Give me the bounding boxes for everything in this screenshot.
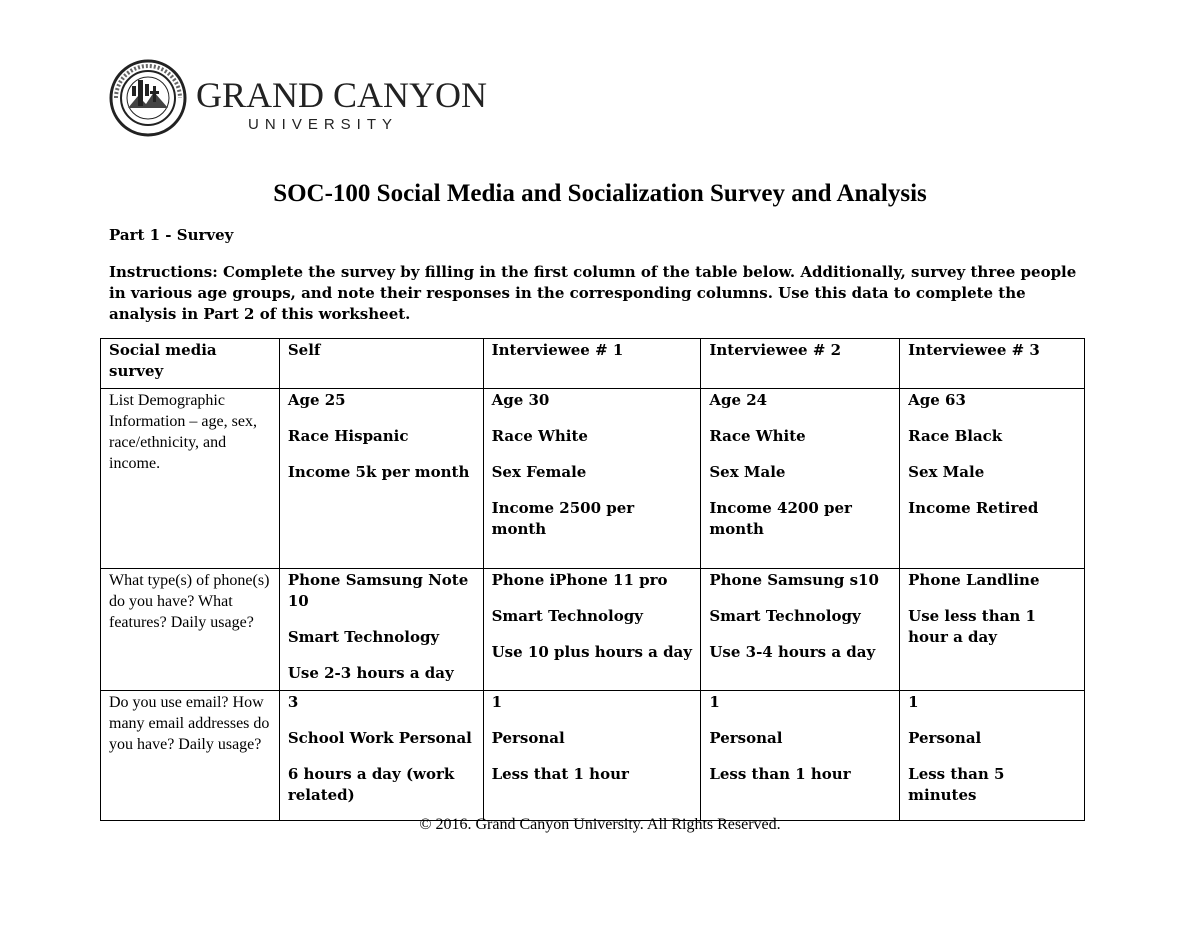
answer-line: 6 hours a day (work related) xyxy=(287,765,455,804)
answer-line: Personal xyxy=(908,729,982,747)
answer-line: Personal xyxy=(491,729,565,747)
answer-line: Use 2-3 hours a day xyxy=(287,664,454,682)
answer-cell xyxy=(701,569,900,691)
answer-line: Sex Female xyxy=(491,463,587,481)
answer-line: 1 xyxy=(709,693,720,711)
answer-cell xyxy=(483,389,701,569)
answer-line: Sex Male xyxy=(908,463,985,481)
header-cell: Self xyxy=(279,339,483,389)
answer-line: 1 xyxy=(491,693,503,711)
answer-line: Race Hispanic xyxy=(287,427,409,445)
answer-line: Race Black xyxy=(908,427,1003,445)
answer-line: Race White xyxy=(491,427,588,445)
answer-line: Phone Samsung Note 10 xyxy=(287,571,469,610)
answer-cell xyxy=(900,389,1085,569)
answer-line: Race White xyxy=(709,427,806,445)
answer-line: Age 30 xyxy=(491,391,550,409)
answer-line: 3 xyxy=(287,693,299,711)
answer-line: Less than 5 minutes xyxy=(908,765,1005,804)
answer-line: School Work Personal xyxy=(287,729,472,747)
table-row xyxy=(101,389,1085,569)
survey-table xyxy=(100,338,1085,821)
header-cell: Interviewee # 1 xyxy=(483,339,701,389)
logo-name-line1: GRAND CANYON xyxy=(196,75,488,115)
question-cell: Do you use email? How many email addresses do you have? Daily usage? xyxy=(101,691,280,821)
answer-cell xyxy=(900,569,1085,691)
answer-line: Phone iPhone 11 pro xyxy=(491,571,668,589)
answer-line: Income Retired xyxy=(908,499,1039,517)
part-heading: Part 1 - Survey xyxy=(109,226,234,244)
table-row xyxy=(101,569,1085,691)
answer-line: Personal xyxy=(709,729,783,747)
answer-cell xyxy=(483,691,701,821)
answer-line: Use less than 1 hour a day xyxy=(908,607,1036,646)
answer-cell xyxy=(279,389,483,569)
answer-line: Smart Technology xyxy=(709,607,861,625)
logo-name-line2: UNIVERSITY xyxy=(248,116,399,133)
answer-line: Phone Samsung s10 xyxy=(709,571,879,589)
answer-cell xyxy=(701,389,900,569)
header-cell: Social media survey xyxy=(101,339,280,389)
answer-line: Phone Landline xyxy=(908,571,1040,589)
answer-line: Use 3-4 hours a day xyxy=(709,643,876,661)
question-cell: List Demographic Information – age, sex, race/ethnicity, and income. xyxy=(101,389,280,569)
copyright-footer: © 2016. Grand Canyon University. All Rights Reserved. xyxy=(419,816,781,833)
question-cell: What type(s) of phone(s) do you have? What features? Daily usage? xyxy=(101,569,280,691)
answer-cell xyxy=(279,569,483,691)
answer-cell xyxy=(900,691,1085,821)
university-seal-icon xyxy=(108,58,188,138)
answer-line: Less that 1 hour xyxy=(491,765,629,783)
table-row xyxy=(101,691,1085,821)
answer-line: Sex Male xyxy=(709,463,786,481)
university-logo xyxy=(108,56,488,140)
answer-cell xyxy=(483,569,701,691)
page-title: SOC-100 Social Media and Socialization Survey and Analysis xyxy=(273,180,927,207)
answer-cell xyxy=(279,691,483,821)
answer-line: 1 xyxy=(908,693,919,711)
instructions-text: Instructions: Complete the survey by filling in the first column of the table below. Additionally, survey three people in various age groups, and note their responses in the corresponding columns. Use this data to complete the analysis in Part 2 of this worksheet. xyxy=(109,263,1077,323)
answer-line: Age 24 xyxy=(709,391,768,409)
answer-line: Age 63 xyxy=(908,391,966,409)
answer-line: Income 4200 per month xyxy=(709,499,852,538)
answer-cell xyxy=(701,691,900,821)
answer-line: Smart Technology xyxy=(287,628,440,646)
answer-line: Less than 1 hour xyxy=(709,765,851,783)
answer-line: Smart Technology xyxy=(491,607,643,625)
table-header-row xyxy=(101,339,1085,389)
answer-line: Income 5k per month xyxy=(287,463,470,481)
header-cell: Interviewee # 2 xyxy=(701,339,900,389)
answer-line: Income 2500 per month xyxy=(491,499,635,538)
answer-line: Use 10 plus hours a day xyxy=(491,643,692,661)
header-cell: Interviewee # 3 xyxy=(900,339,1085,389)
answer-line: Age 25 xyxy=(287,391,346,409)
